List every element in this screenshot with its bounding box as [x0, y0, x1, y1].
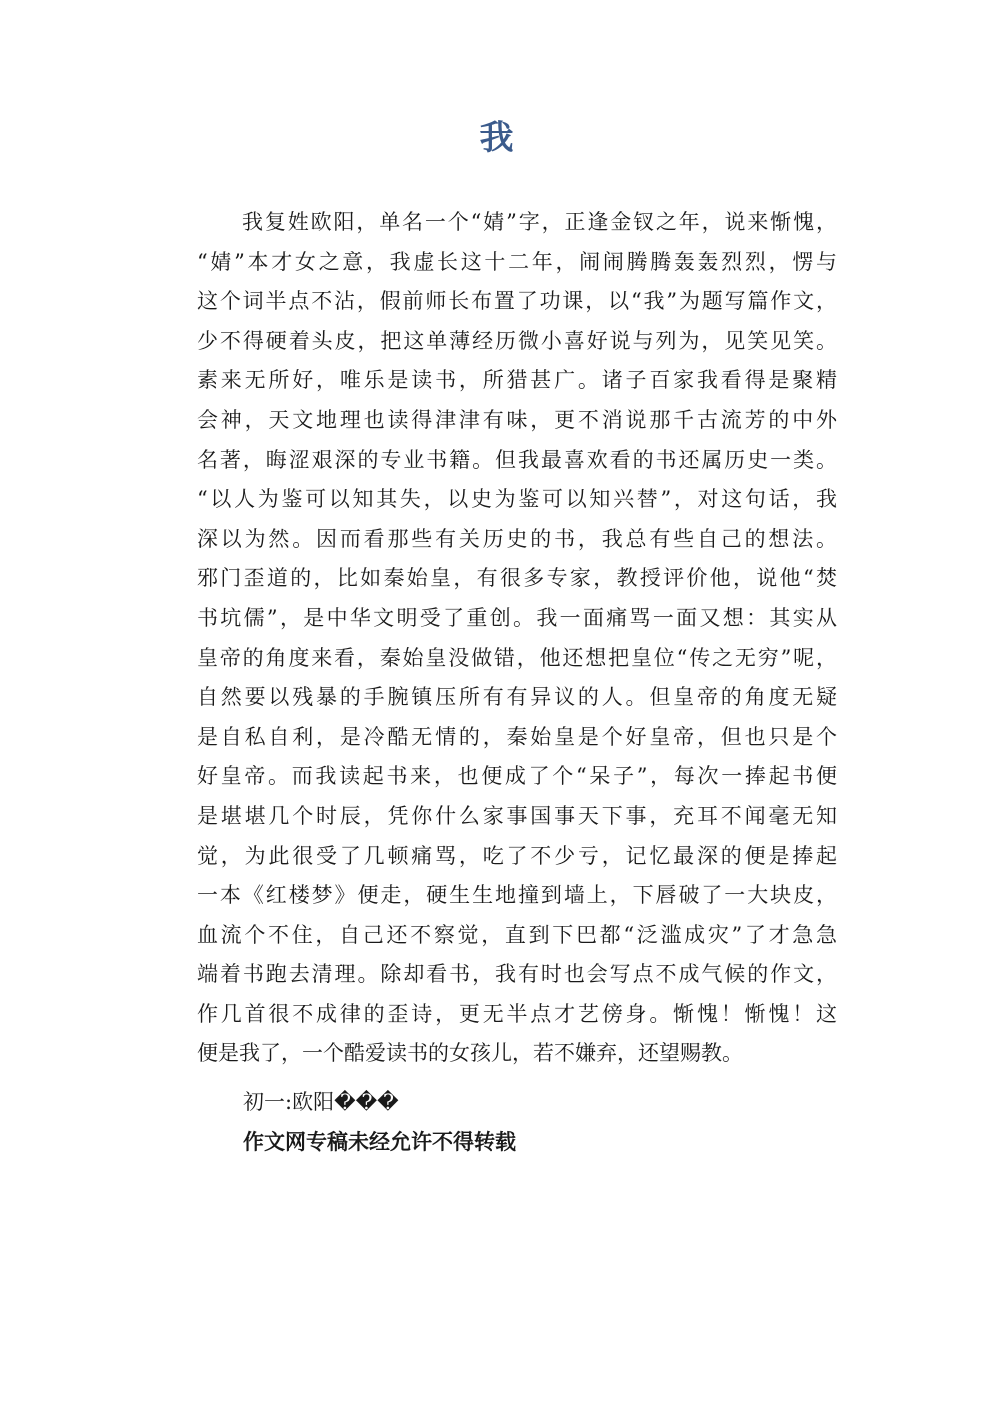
essay-title: 我 — [479, 118, 514, 158]
author-byline: 初一:欧阳��� — [243, 1090, 399, 1114]
essay-line: 深以为然。因而看那些有关历史的书，我总有些自己的想法。 — [197, 526, 837, 551]
essay-line: 会神，天文地理也读得津津有味，更不消说那千古流芳的中外 — [197, 407, 837, 432]
essay-line: 邪门歪道的，比如秦始皇，有很多专家，教授评价他，说他“焚 — [197, 566, 837, 591]
essay-line: 是自私自利，是冷酷无情的，秦始皇是个好皇帝，但也只是个 — [197, 724, 837, 749]
essay-line: “以人为鉴可以知其失，以史为鉴可以知兴替”，对这句话，我 — [197, 487, 837, 512]
essay-line: 自然要以残暴的手腕镇压所有有异议的人。但皇帝的角度无疑 — [197, 685, 837, 710]
copyright-notice: 作文网专稿未经允许不得转载 — [243, 1129, 516, 1154]
essay-line: 皇帝的角度来看，秦始皇没做错，他还想把皇位“传之无穷”呢， — [197, 645, 837, 670]
essay-line: “婧”本才女之意，我虚长这十二年，闹闹腾腾轰轰烈烈，愣与 — [197, 249, 837, 274]
essay-line: 名著，晦涩艰深的专业书籍。但我最喜欢看的书还属历史一类。 — [197, 447, 837, 472]
essay-line: 血流个不住，自己还不察觉，直到下巴都“泛滥成灾”了才急急 — [197, 922, 837, 947]
essay-line: 一本《红楼梦》便走，硬生生地撞到墙上，下唇破了一大块皮， — [197, 883, 837, 908]
essay-body — [197, 203, 837, 1074]
essay-line: 是堪堪几个时辰，凭你什么家事国事天下事，充耳不闻毫无知 — [197, 803, 837, 828]
essay-line: 便是我了，一个酷爱读书的女孩儿，若不嫌弃，还望赐教。 — [197, 1041, 743, 1066]
essay-line: 书坑儒”，是中华文明受了重创。我一面痛骂一面又想：其实从 — [197, 605, 837, 630]
essay-line: 这个词半点不沾，假前师长布置了功课，以“我”为题写篇作文， — [197, 289, 837, 314]
essay-line: 端着书跑去清理。除却看书，我有时也会写点不成气候的作文， — [197, 962, 837, 987]
essay-line: 我复姓欧阳，单名一个“婧”字，正逢金钗之年，说来惭愧， — [242, 210, 837, 234]
essay-line: 素来无所好，唯乐是读书，所猎甚广。诸子百家我看得是聚精 — [197, 368, 837, 393]
essay-line: 少不得硬着头皮，把这单薄经历微小喜好说与列为，见笑见笑。 — [197, 328, 837, 353]
essay-line: 作几首很不成律的歪诗，更无半点才艺傍身。惭愧！惭愧！这 — [197, 1001, 837, 1026]
essay-line: 觉，为此很受了几顿痛骂，吃了不少亏，记忆最深的便是捧起 — [197, 843, 837, 868]
essay-line: 好皇帝。而我读起书来，也便成了个“呆子”，每次一捧起书便 — [197, 764, 837, 789]
